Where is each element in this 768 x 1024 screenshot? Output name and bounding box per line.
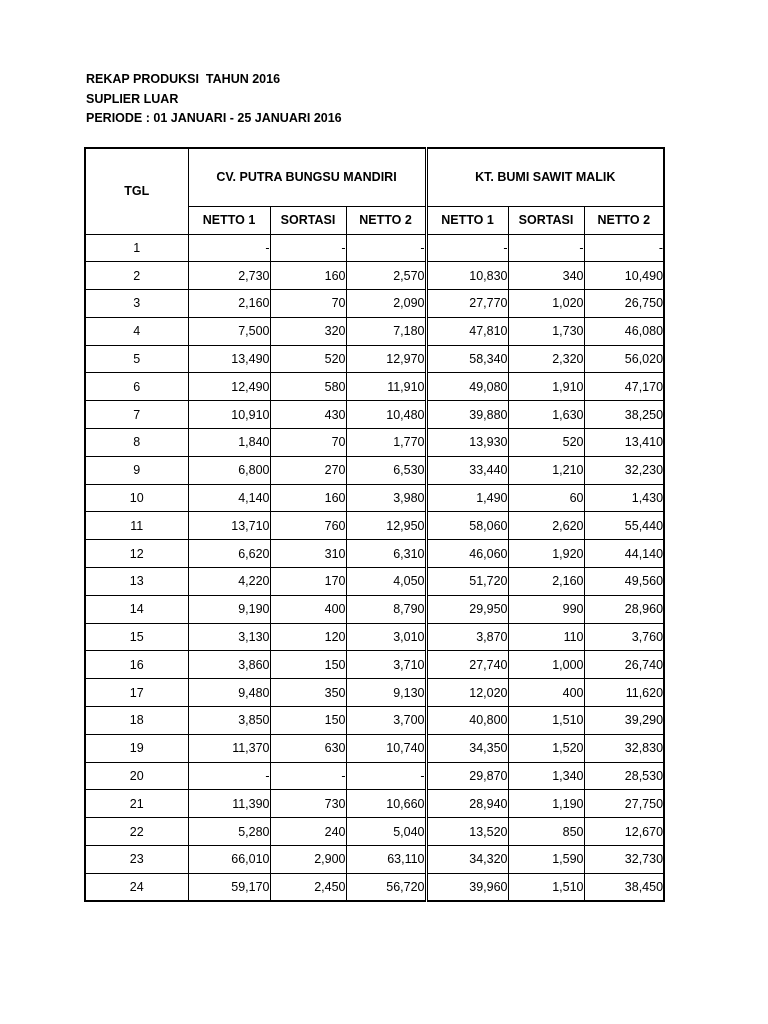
tgl-cell: 10 <box>85 484 188 512</box>
value-cell: 850 <box>508 818 584 846</box>
value-cell: 2,160 <box>508 568 584 596</box>
value-cell: 49,560 <box>584 568 664 596</box>
tgl-cell: 6 <box>85 373 188 401</box>
value-cell: 27,750 <box>584 790 664 818</box>
value-cell: 2,160 <box>188 290 270 318</box>
value-cell: 6,620 <box>188 540 270 568</box>
col-netto2-s2: NETTO 2 <box>584 206 664 234</box>
value-cell: 1,430 <box>584 484 664 512</box>
value-cell: 7,500 <box>188 317 270 345</box>
report-subtitle: SUPLIER LUAR <box>86 91 179 106</box>
value-cell: 1,730 <box>508 317 584 345</box>
value-cell: 49,080 <box>426 373 508 401</box>
table-row <box>85 262 664 290</box>
table-row <box>85 873 664 901</box>
value-cell: 730 <box>270 790 346 818</box>
value-cell: 630 <box>270 734 346 762</box>
table-row <box>85 540 664 568</box>
value-cell: 4,050 <box>346 568 426 596</box>
tgl-cell: 1 <box>85 234 188 262</box>
value-cell: 39,290 <box>584 707 664 735</box>
value-cell: 11,910 <box>346 373 426 401</box>
value-cell: - <box>188 762 270 790</box>
table-row <box>85 846 664 874</box>
value-cell: 1,630 <box>508 401 584 429</box>
tgl-cell: 7 <box>85 401 188 429</box>
tgl-cell: 5 <box>85 345 188 373</box>
value-cell: 11,390 <box>188 790 270 818</box>
value-cell: 2,450 <box>270 873 346 901</box>
value-cell: 12,670 <box>584 818 664 846</box>
value-cell: 9,480 <box>188 679 270 707</box>
value-cell: 1,020 <box>508 290 584 318</box>
value-cell: 990 <box>508 595 584 623</box>
value-cell: 56,720 <box>346 873 426 901</box>
value-cell: 2,570 <box>346 262 426 290</box>
production-table <box>84 147 665 902</box>
table-row <box>85 623 664 651</box>
value-cell: 39,880 <box>426 401 508 429</box>
value-cell: 1,840 <box>188 429 270 457</box>
table-row <box>85 429 664 457</box>
value-cell: 12,950 <box>346 512 426 540</box>
value-cell: 1,520 <box>508 734 584 762</box>
value-cell: 400 <box>270 595 346 623</box>
value-cell: 47,810 <box>426 317 508 345</box>
tgl-cell: 13 <box>85 568 188 596</box>
value-cell: 32,730 <box>584 846 664 874</box>
table-row <box>85 373 664 401</box>
table-row <box>85 484 664 512</box>
value-cell: 3,870 <box>426 623 508 651</box>
value-cell: 4,220 <box>188 568 270 596</box>
tgl-cell: 23 <box>85 846 188 874</box>
table-row <box>85 595 664 623</box>
value-cell: 29,870 <box>426 762 508 790</box>
table-row <box>85 707 664 735</box>
value-cell: 160 <box>270 484 346 512</box>
tgl-cell: 18 <box>85 707 188 735</box>
value-cell: 38,450 <box>584 873 664 901</box>
value-cell: 9,190 <box>188 595 270 623</box>
value-cell: 2,090 <box>346 290 426 318</box>
value-cell: 27,770 <box>426 290 508 318</box>
tgl-cell: 24 <box>85 873 188 901</box>
tgl-cell: 22 <box>85 818 188 846</box>
value-cell: 760 <box>270 512 346 540</box>
value-cell: 1,490 <box>426 484 508 512</box>
value-cell: 51,720 <box>426 568 508 596</box>
table-row <box>85 290 664 318</box>
tgl-cell: 14 <box>85 595 188 623</box>
tgl-cell: 17 <box>85 679 188 707</box>
value-cell: 13,710 <box>188 512 270 540</box>
value-cell: 70 <box>270 429 346 457</box>
value-cell: - <box>270 234 346 262</box>
value-cell: 59,170 <box>188 873 270 901</box>
value-cell: - <box>270 762 346 790</box>
value-cell: 2,900 <box>270 846 346 874</box>
value-cell: 1,340 <box>508 762 584 790</box>
value-cell: 10,660 <box>346 790 426 818</box>
value-cell: - <box>584 234 664 262</box>
value-cell: 5,040 <box>346 818 426 846</box>
tgl-header: TGL <box>85 148 188 234</box>
value-cell: 28,960 <box>584 595 664 623</box>
value-cell: 1,590 <box>508 846 584 874</box>
tgl-cell: 11 <box>85 512 188 540</box>
table-row <box>85 456 664 484</box>
tgl-cell: 20 <box>85 762 188 790</box>
value-cell: 6,310 <box>346 540 426 568</box>
value-cell: 63,110 <box>346 846 426 874</box>
value-cell: 29,950 <box>426 595 508 623</box>
value-cell: 33,440 <box>426 456 508 484</box>
report-header <box>86 70 342 129</box>
value-cell: 430 <box>270 401 346 429</box>
value-cell: 6,800 <box>188 456 270 484</box>
col-sortasi-s2: SORTASI <box>508 206 584 234</box>
value-cell: 1,000 <box>508 651 584 679</box>
value-cell: 12,490 <box>188 373 270 401</box>
value-cell: 160 <box>270 262 346 290</box>
value-cell: 70 <box>270 290 346 318</box>
value-cell: 3,710 <box>346 651 426 679</box>
tgl-cell: 15 <box>85 623 188 651</box>
value-cell: 1,210 <box>508 456 584 484</box>
value-cell: 3,980 <box>346 484 426 512</box>
tgl-cell: 2 <box>85 262 188 290</box>
value-cell: 3,860 <box>188 651 270 679</box>
value-cell: 58,060 <box>426 512 508 540</box>
value-cell: 10,910 <box>188 401 270 429</box>
table-row <box>85 679 664 707</box>
value-cell: 3,850 <box>188 707 270 735</box>
value-cell: 310 <box>270 540 346 568</box>
value-cell: 13,490 <box>188 345 270 373</box>
tgl-cell: 21 <box>85 790 188 818</box>
col-netto1-s2: NETTO 1 <box>426 206 508 234</box>
value-cell: 10,480 <box>346 401 426 429</box>
value-cell: 7,180 <box>346 317 426 345</box>
value-cell: 270 <box>270 456 346 484</box>
tgl-cell: 4 <box>85 317 188 345</box>
value-cell: 170 <box>270 568 346 596</box>
value-cell: 28,530 <box>584 762 664 790</box>
value-cell: - <box>188 234 270 262</box>
value-cell: 2,730 <box>188 262 270 290</box>
value-cell: 66,010 <box>188 846 270 874</box>
value-cell: 1,910 <box>508 373 584 401</box>
value-cell: 46,080 <box>584 317 664 345</box>
value-cell: 26,740 <box>584 651 664 679</box>
value-cell: 400 <box>508 679 584 707</box>
value-cell: 1,510 <box>508 707 584 735</box>
value-cell: 1,190 <box>508 790 584 818</box>
value-cell: 150 <box>270 707 346 735</box>
tgl-cell: 16 <box>85 651 188 679</box>
value-cell: 32,830 <box>584 734 664 762</box>
value-cell: 13,410 <box>584 429 664 457</box>
value-cell: 11,620 <box>584 679 664 707</box>
value-cell: 4,140 <box>188 484 270 512</box>
value-cell: 2,320 <box>508 345 584 373</box>
col-netto2-s1: NETTO 2 <box>346 206 426 234</box>
value-cell: - <box>346 234 426 262</box>
report-period: PERIODE : 01 JANUARI - 25 JANUARI 2016 <box>86 111 342 125</box>
supplier1-header: CV. PUTRA BUNGSU MANDIRI <box>188 148 426 206</box>
value-cell: 12,020 <box>426 679 508 707</box>
supplier2-header: KT. BUMI SAWIT MALIK <box>426 148 664 206</box>
value-cell: 38,250 <box>584 401 664 429</box>
table-row <box>85 762 664 790</box>
value-cell: - <box>346 762 426 790</box>
tgl-cell: 3 <box>85 290 188 318</box>
value-cell: 520 <box>508 429 584 457</box>
col-sortasi-s1: SORTASI <box>270 206 346 234</box>
tgl-cell: 19 <box>85 734 188 762</box>
value-cell: 2,620 <box>508 512 584 540</box>
table-row <box>85 401 664 429</box>
value-cell: 12,970 <box>346 345 426 373</box>
value-cell: 110 <box>508 623 584 651</box>
table-row <box>85 651 664 679</box>
value-cell: 11,370 <box>188 734 270 762</box>
value-cell: 58,340 <box>426 345 508 373</box>
value-cell: 13,930 <box>426 429 508 457</box>
value-cell: 580 <box>270 373 346 401</box>
col-netto1-s1: NETTO 1 <box>188 206 270 234</box>
table-row <box>85 234 664 262</box>
value-cell: 1,770 <box>346 429 426 457</box>
table-row <box>85 734 664 762</box>
table-row <box>85 568 664 596</box>
value-cell: 520 <box>270 345 346 373</box>
value-cell: 40,800 <box>426 707 508 735</box>
value-cell: 32,230 <box>584 456 664 484</box>
tgl-cell: 9 <box>85 456 188 484</box>
value-cell: 3,700 <box>346 707 426 735</box>
table-row <box>85 512 664 540</box>
tgl-cell: 8 <box>85 429 188 457</box>
value-cell: 55,440 <box>584 512 664 540</box>
value-cell: 46,060 <box>426 540 508 568</box>
value-cell: 3,010 <box>346 623 426 651</box>
table-row <box>85 818 664 846</box>
value-cell: 1,920 <box>508 540 584 568</box>
value-cell: 6,530 <box>346 456 426 484</box>
value-cell: 44,140 <box>584 540 664 568</box>
value-cell: 340 <box>508 262 584 290</box>
value-cell: 3,760 <box>584 623 664 651</box>
value-cell: 27,740 <box>426 651 508 679</box>
table-row <box>85 317 664 345</box>
value-cell: 3,130 <box>188 623 270 651</box>
value-cell: 60 <box>508 484 584 512</box>
value-cell: 34,350 <box>426 734 508 762</box>
report-title: REKAP PRODUKSI TAHUN 2016 <box>86 72 281 86</box>
value-cell: 150 <box>270 651 346 679</box>
value-cell: 240 <box>270 818 346 846</box>
value-cell: 39,960 <box>426 873 508 901</box>
value-cell: 13,520 <box>426 818 508 846</box>
value-cell: 5,280 <box>188 818 270 846</box>
table-row <box>85 790 664 818</box>
value-cell: 8,790 <box>346 595 426 623</box>
value-cell: 26,750 <box>584 290 664 318</box>
value-cell: 10,830 <box>426 262 508 290</box>
value-cell: 320 <box>270 317 346 345</box>
table-row <box>85 345 664 373</box>
tgl-cell: 12 <box>85 540 188 568</box>
value-cell: 56,020 <box>584 345 664 373</box>
value-cell: - <box>508 234 584 262</box>
value-cell: - <box>426 234 508 262</box>
value-cell: 47,170 <box>584 373 664 401</box>
value-cell: 350 <box>270 679 346 707</box>
value-cell: 28,940 <box>426 790 508 818</box>
value-cell: 9,130 <box>346 679 426 707</box>
value-cell: 120 <box>270 623 346 651</box>
value-cell: 10,740 <box>346 734 426 762</box>
value-cell: 1,510 <box>508 873 584 901</box>
value-cell: 34,320 <box>426 846 508 874</box>
value-cell: 10,490 <box>584 262 664 290</box>
